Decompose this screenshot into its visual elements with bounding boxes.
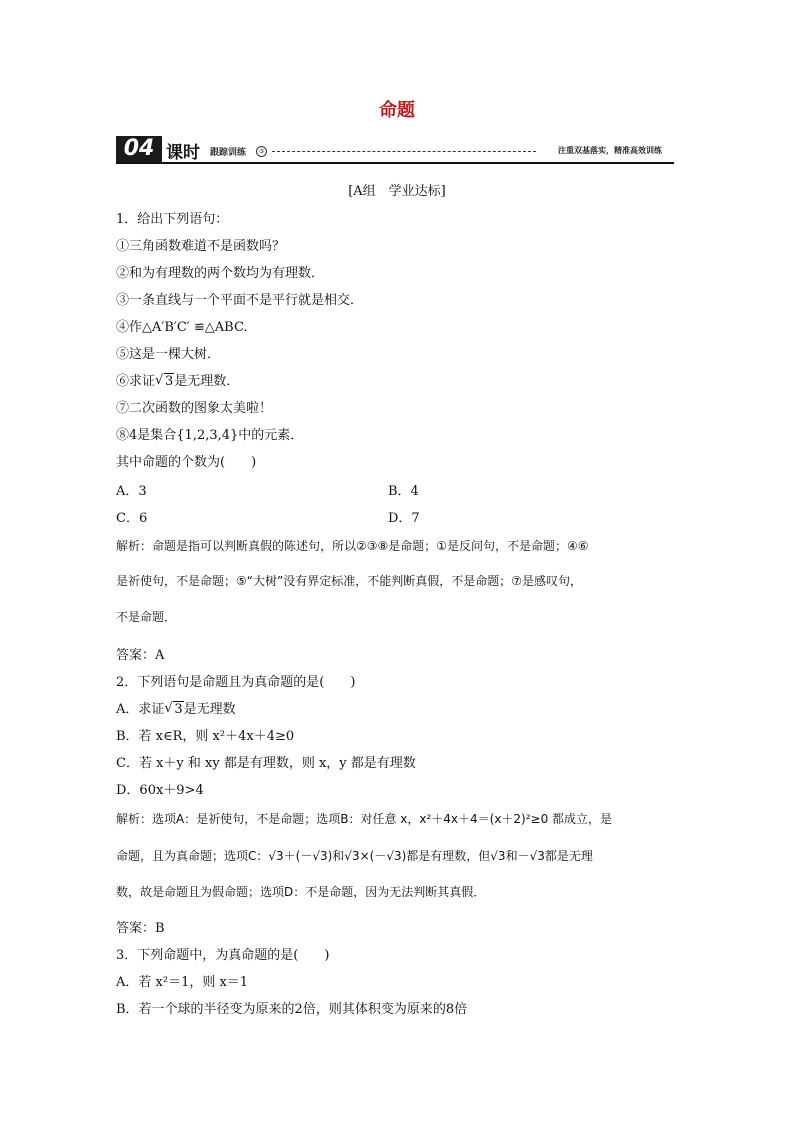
q1-answer: 答案：A <box>116 648 165 663</box>
banner-divider <box>272 151 536 152</box>
q1-option-d: D．7 <box>388 511 420 526</box>
section-heading: [A组 学业达标] <box>348 184 446 199</box>
q1-question: 其中命题的个数为( ) <box>116 455 257 470</box>
q1-item-2: ②和为有理数的两个数均为有理数． <box>116 266 325 281</box>
sqrt-radicand: 3 <box>174 702 183 717</box>
banner-subtitle: 跟踪训练 <box>210 148 247 158</box>
sqrt-symbol <box>155 374 174 389</box>
q2-option-b: B．若 x∈R，则 x²＋4x＋4≥0 <box>116 729 295 744</box>
q2-answer: 答案：B <box>116 921 165 936</box>
q1-explanation-2: 是祈使句，不是命题；⑤“大树”没有界定标准，不能判断真假，不是命题；⑦是感叹句， <box>116 574 582 588</box>
banner-underline <box>116 162 674 164</box>
q1-item-3: ③一条直线与一个平面不是平行就是相交． <box>116 293 364 308</box>
q3-stem: 3．下列命题中，为真命题的是( ) <box>116 948 330 963</box>
page-title: 命题 <box>379 100 415 121</box>
q1-item-7: ⑦二次函数的图象太美啦！ <box>116 401 273 416</box>
q2-option-a <box>116 698 236 717</box>
q3-option-b: B．若一个球的半径变为原来的2倍，则其体积变为原来的8倍 <box>116 1002 468 1017</box>
q3-option-a: A．若 x²＝1，则 x＝1 <box>116 975 249 990</box>
q1-item-1: ①三角函数难道不是函数吗？ <box>116 239 286 254</box>
q2-option-a-pre: A．求证 <box>116 702 165 717</box>
q2-stem: 2．下列语句是命题且为真命题的是( ) <box>116 675 356 690</box>
lesson-number: 04 <box>116 136 162 162</box>
q2-explanation-2: 命题，且为真命题；选项C：√3＋(－√3)和√3×(－√3)都是有理数，但√3和－√3都是无理 <box>116 849 593 863</box>
sqrt-symbol <box>164 702 183 717</box>
q2-option-c: C．若 x＋y 和 xy 都是有理数，则 x，y 都是有理数 <box>116 756 416 771</box>
q1-item-6 <box>116 370 239 389</box>
q1-explanation-3: 不是命题． <box>116 610 177 624</box>
q1-option-a: A．3 <box>116 484 147 499</box>
q1-option-c: C．6 <box>116 511 148 526</box>
lesson-keshi: 课时 <box>166 143 200 163</box>
q2-explanation-3: 数，故是命题且为假命题；选项D：不是命题，因为无法判断其真假． <box>116 885 486 899</box>
q1-stem: 1．给出下列语句： <box>116 212 229 227</box>
q1-item-6-post: 是无理数． <box>174 374 240 389</box>
banner-circle-icon: ③ <box>256 146 267 157</box>
q1-item-8: ⑧4是集合{1,2,3,4}中的元素． <box>116 428 304 443</box>
sqrt-radicand: 3 <box>165 374 174 389</box>
lesson-banner <box>116 136 674 164</box>
q1-item-5: ⑤这是一棵大树． <box>116 347 221 362</box>
q1-item-4: ④作△A′B′C′ ≌△ABC. <box>116 320 248 335</box>
banner-slogan: 注重双基落实，精准高效训练 <box>558 146 662 155</box>
q1-explanation-1: 解析：命题是指可以判断真假的陈述句，所以②③⑧是命题；①是反问句，不是命题；④⑥ <box>116 539 589 553</box>
q2-explanation-1: 解析：选项A：是祈使句，不是命题；选项B：对任意 x，x²＋4x＋4＝(x＋2)²≥0 都成立，是 <box>116 812 613 826</box>
q2-option-d: D．60x＋9>4 <box>116 783 204 798</box>
q2-option-a-post: 是无理数 <box>183 702 236 717</box>
q1-item-6-pre: ⑥求证 <box>116 374 156 389</box>
q1-option-b: B．4 <box>388 484 419 499</box>
